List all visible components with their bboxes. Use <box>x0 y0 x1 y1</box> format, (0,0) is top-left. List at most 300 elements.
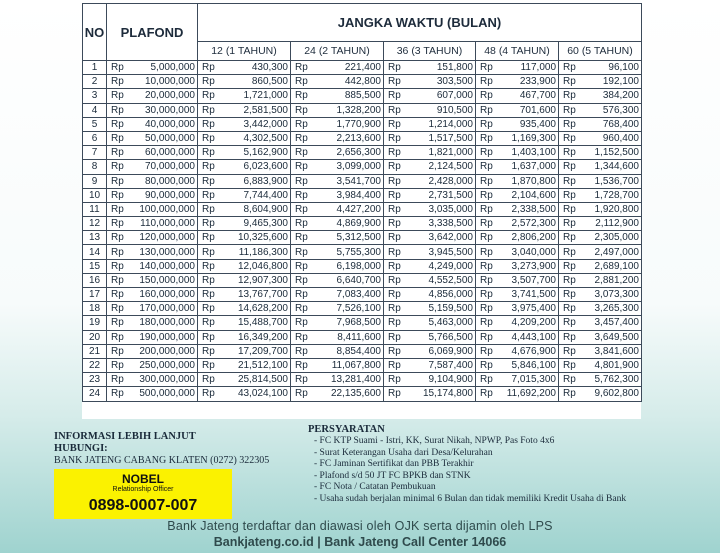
table-row <box>83 117 642 131</box>
currency-label: Rp <box>295 303 308 315</box>
amount-value: 910,500 <box>436 104 473 116</box>
currency-label: Rp <box>111 133 124 145</box>
currency-label: Rp <box>388 218 401 230</box>
installment-cell <box>476 146 559 160</box>
requirements-block <box>308 424 668 506</box>
row-number: 2 <box>83 75 107 89</box>
requirement-item: - Usaha sudah berjalan minimal 6 Bulan dan tidak memiliki Kredit Usaha di Bank <box>314 493 627 504</box>
installment-cell <box>476 358 559 372</box>
amount-value: 120,000,000 <box>139 232 195 244</box>
table-row <box>83 302 642 316</box>
plafond-cell <box>107 188 198 202</box>
currency-label: Rp <box>563 303 576 315</box>
currency-label: Rp <box>202 260 215 272</box>
row-number: 10 <box>83 188 107 202</box>
amount-value: 1,169,300 <box>511 133 556 145</box>
amount-value: 190,000,000 <box>139 331 195 343</box>
plafond-cell <box>107 160 198 174</box>
amount-value: 1,821,000 <box>428 147 473 159</box>
installment-cell <box>559 174 642 188</box>
currency-label: Rp <box>111 345 124 357</box>
amount-value: 13,767,700 <box>237 289 288 301</box>
amount-value: 3,984,400 <box>336 189 381 201</box>
installment-cell <box>291 316 384 330</box>
amount-value: 3,338,500 <box>428 218 473 230</box>
amount-value: 4,249,000 <box>428 260 473 272</box>
currency-label: Rp <box>295 90 308 102</box>
amount-value: 303,500 <box>436 76 473 88</box>
currency-label: Rp <box>388 274 401 286</box>
currency-label: Rp <box>295 232 308 244</box>
installment-cell <box>559 103 642 117</box>
amount-value: 15,488,700 <box>237 317 288 329</box>
installment-cell <box>476 103 559 117</box>
installment-cell <box>384 259 476 273</box>
installment-cell <box>198 259 291 273</box>
amount-value: 2,305,000 <box>594 232 639 244</box>
amount-value: 3,099,000 <box>336 161 381 173</box>
currency-label: Rp <box>480 388 493 400</box>
amount-value: 30,000,000 <box>144 104 195 116</box>
installment-cell <box>476 89 559 103</box>
amount-value: 3,507,700 <box>511 274 556 286</box>
currency-label: Rp <box>388 388 401 400</box>
amount-value: 3,649,500 <box>594 331 639 343</box>
currency-label: Rp <box>202 345 215 357</box>
row-number: 18 <box>83 302 107 316</box>
amount-value: 90,000,000 <box>144 189 195 201</box>
requirement-item: - Plafond s/d 50 JT FC BPKB dan STNK <box>314 470 471 481</box>
currency-label: Rp <box>563 232 576 244</box>
currency-label: Rp <box>295 289 308 301</box>
currency-label: Rp <box>111 360 124 372</box>
currency-label: Rp <box>388 203 401 215</box>
amount-value: 15,174,800 <box>422 388 473 400</box>
amount-value: 2,428,000 <box>428 175 473 187</box>
installment-cell <box>291 174 384 188</box>
currency-label: Rp <box>388 345 401 357</box>
amount-value: 5,762,300 <box>594 374 639 386</box>
installment-cell <box>384 174 476 188</box>
amount-value: 9,602,800 <box>594 388 639 400</box>
amount-value: 2,806,200 <box>511 232 556 244</box>
amount-value: 2,881,200 <box>594 274 639 286</box>
currency-label: Rp <box>480 303 493 315</box>
amount-value: 96,100 <box>608 62 639 74</box>
installment-cell <box>291 387 384 401</box>
row-number: 7 <box>83 146 107 160</box>
installment-cell <box>476 245 559 259</box>
currency-label: Rp <box>295 189 308 201</box>
table-row <box>83 273 642 287</box>
row-number: 3 <box>83 89 107 103</box>
amount-value: 3,541,700 <box>336 175 381 187</box>
plafond-cell <box>107 273 198 287</box>
installment-cell <box>384 146 476 160</box>
amount-value: 12,907,300 <box>237 274 288 286</box>
amount-value: 2,112,900 <box>595 218 639 230</box>
row-number: 15 <box>83 259 107 273</box>
currency-label: Rp <box>388 76 401 88</box>
amount-value: 4,443,100 <box>511 331 556 343</box>
row-number: 24 <box>83 387 107 401</box>
installment-cell <box>384 160 476 174</box>
table-row <box>83 160 642 174</box>
amount-value: 467,700 <box>519 90 556 102</box>
amount-value: 21,512,100 <box>237 360 288 372</box>
installment-cell <box>198 387 291 401</box>
amount-value: 5,000,000 <box>150 62 195 74</box>
amount-value: 6,883,900 <box>243 175 288 187</box>
currency-label: Rp <box>295 147 308 159</box>
amount-value: 233,900 <box>519 76 556 88</box>
currency-label: Rp <box>563 90 576 102</box>
currency-label: Rp <box>111 331 124 343</box>
installment-cell <box>559 146 642 160</box>
currency-label: Rp <box>388 331 401 343</box>
plafond-cell <box>107 358 198 372</box>
currency-label: Rp <box>388 161 401 173</box>
installment-cell <box>291 103 384 117</box>
currency-label: Rp <box>480 218 493 230</box>
currency-label: Rp <box>202 388 215 400</box>
amount-value: 1,344,600 <box>594 161 639 173</box>
currency-label: Rp <box>111 203 124 215</box>
installment-cell <box>476 202 559 216</box>
amount-value: 935,400 <box>519 118 556 130</box>
table-row <box>83 202 642 216</box>
installment-cell <box>559 131 642 145</box>
amount-value: 100,000,000 <box>139 203 195 215</box>
currency-label: Rp <box>480 274 493 286</box>
amount-value: 5,162,900 <box>243 147 288 159</box>
amount-value: 701,600 <box>519 104 556 116</box>
table-row <box>83 217 642 231</box>
currency-label: Rp <box>388 147 401 159</box>
currency-label: Rp <box>388 175 401 187</box>
requirement-item: - FC Nota / Catatan Pembukuan <box>314 482 436 493</box>
plafond-cell <box>107 174 198 188</box>
table-row <box>83 373 642 387</box>
currency-label: Rp <box>295 118 308 130</box>
amount-value: 170,000,000 <box>139 303 195 315</box>
installment-cell <box>198 288 291 302</box>
currency-label: Rp <box>563 62 576 74</box>
plafond-cell <box>107 231 198 245</box>
currency-label: Rp <box>202 118 215 130</box>
amount-value: 2,581,500 <box>243 104 288 116</box>
installment-cell <box>476 61 559 75</box>
plafond-cell <box>107 344 198 358</box>
currency-label: Rp <box>563 203 576 215</box>
installment-cell <box>384 358 476 372</box>
amount-value: 50,000,000 <box>144 133 195 145</box>
currency-label: Rp <box>202 289 215 301</box>
currency-label: Rp <box>111 104 124 116</box>
amount-value: 150,000,000 <box>139 274 195 286</box>
installment-cell <box>559 231 642 245</box>
installment-cell <box>384 61 476 75</box>
header-jangka-waktu: JANGKA WAKTU (BULAN) <box>198 4 642 42</box>
row-number: 4 <box>83 103 107 117</box>
installment-cell <box>559 273 642 287</box>
header-term-5: 60 (5 TAHUN) <box>559 42 642 61</box>
amount-value: 110,000,000 <box>140 218 195 230</box>
installment-cell <box>198 61 291 75</box>
amount-value: 3,073,300 <box>594 289 639 301</box>
installment-cell <box>476 344 559 358</box>
installment-cell <box>291 245 384 259</box>
currency-label: Rp <box>111 374 124 386</box>
installment-cell <box>384 245 476 259</box>
currency-label: Rp <box>111 388 124 400</box>
row-number: 9 <box>83 174 107 188</box>
currency-label: Rp <box>111 274 124 286</box>
installment-cell <box>384 89 476 103</box>
amount-value: 576,300 <box>602 104 639 116</box>
currency-label: Rp <box>111 303 124 315</box>
currency-label: Rp <box>202 274 215 286</box>
plafond-cell <box>107 103 198 117</box>
requirement-item: - FC KTP Suami - Istri, KK, Surat Nikah, NPWP, Pas Foto 4x6 <box>314 436 555 446</box>
installment-cell <box>476 288 559 302</box>
installment-cell <box>476 131 559 145</box>
installment-cell <box>198 330 291 344</box>
installment-cell <box>476 188 559 202</box>
amount-value: 192,100 <box>602 76 639 88</box>
row-number: 5 <box>83 117 107 131</box>
currency-label: Rp <box>111 218 124 230</box>
currency-label: Rp <box>563 388 576 400</box>
installment-cell <box>291 330 384 344</box>
amount-value: 7,083,400 <box>336 289 381 301</box>
installment-cell <box>559 316 642 330</box>
amount-value: 4,856,000 <box>428 289 473 301</box>
amount-value: 9,465,300 <box>243 218 288 230</box>
table-row <box>83 358 642 372</box>
row-number: 22 <box>83 358 107 372</box>
installment-cell <box>476 387 559 401</box>
currency-label: Rp <box>563 274 576 286</box>
amount-value: 160,000,000 <box>139 289 195 301</box>
table-row <box>83 330 642 344</box>
currency-label: Rp <box>202 303 215 315</box>
amount-value: 14,628,200 <box>237 303 288 315</box>
installment-cell <box>559 330 642 344</box>
currency-label: Rp <box>295 62 308 74</box>
installment-cell <box>384 231 476 245</box>
currency-label: Rp <box>111 161 124 173</box>
currency-label: Rp <box>295 331 308 343</box>
amount-value: 1,152,500 <box>594 147 639 159</box>
currency-label: Rp <box>388 260 401 272</box>
amount-value: 2,656,300 <box>336 147 381 159</box>
installment-cell <box>198 202 291 216</box>
plafond-cell <box>107 61 198 75</box>
currency-label: Rp <box>480 147 493 159</box>
plafond-cell <box>107 373 198 387</box>
installment-cell <box>559 387 642 401</box>
amount-value: 3,273,900 <box>511 260 556 272</box>
plafond-cell <box>107 387 198 401</box>
amount-value: 140,000,000 <box>139 260 195 272</box>
contact-role: Relationship Officer <box>112 486 174 493</box>
amount-value: 4,869,900 <box>336 218 381 230</box>
amount-value: 3,442,000 <box>243 118 288 130</box>
amount-value: 300,000,000 <box>139 374 195 386</box>
currency-label: Rp <box>388 289 401 301</box>
plafond-cell <box>107 316 198 330</box>
currency-label: Rp <box>202 189 215 201</box>
currency-label: Rp <box>295 345 308 357</box>
installment-cell <box>198 188 291 202</box>
amount-value: 43,024,100 <box>237 388 288 400</box>
plafond-cell <box>107 302 198 316</box>
amount-value: 8,604,900 <box>243 203 288 215</box>
header-no: NO <box>83 4 107 61</box>
installment-cell <box>198 302 291 316</box>
currency-label: Rp <box>111 62 124 74</box>
installment-cell <box>476 330 559 344</box>
currency-label: Rp <box>388 374 401 386</box>
row-number: 14 <box>83 245 107 259</box>
currency-label: Rp <box>111 260 124 272</box>
currency-label: Rp <box>202 203 215 215</box>
amount-value: 1,770,900 <box>336 118 381 130</box>
amount-value: 60,000,000 <box>144 147 195 159</box>
currency-label: Rp <box>111 118 124 130</box>
installment-cell <box>384 202 476 216</box>
currency-label: Rp <box>480 175 493 187</box>
row-number: 1 <box>83 61 107 75</box>
amount-value: 2,689,100 <box>594 260 639 272</box>
currency-label: Rp <box>388 133 401 145</box>
amount-value: 1,517,500 <box>428 133 473 145</box>
amount-value: 3,841,600 <box>594 345 639 357</box>
info-contact-label: HUBUNGI: <box>54 443 108 454</box>
currency-label: Rp <box>480 90 493 102</box>
installment-cell <box>198 160 291 174</box>
amount-value: 7,968,500 <box>336 317 381 329</box>
amount-value: 4,676,900 <box>511 345 556 357</box>
amount-value: 384,200 <box>602 90 639 102</box>
header-term-3: 36 (3 TAHUN) <box>384 42 476 61</box>
installment-cell <box>476 373 559 387</box>
table-row <box>83 61 642 75</box>
currency-label: Rp <box>563 246 576 258</box>
amount-value: 7,744,400 <box>243 189 288 201</box>
header-term-1: 12 (1 TAHUN) <box>198 42 291 61</box>
currency-label: Rp <box>202 331 215 343</box>
installment-cell <box>476 75 559 89</box>
installment-cell <box>559 188 642 202</box>
currency-label: Rp <box>388 232 401 244</box>
installment-cell <box>291 231 384 245</box>
installment-cell <box>198 316 291 330</box>
currency-label: Rp <box>295 317 308 329</box>
amount-value: 2,124,500 <box>428 161 473 173</box>
installment-cell <box>291 89 384 103</box>
currency-label: Rp <box>480 360 493 372</box>
plafond-cell <box>107 202 198 216</box>
installment-cell <box>559 117 642 131</box>
amount-value: 1,214,000 <box>428 118 473 130</box>
installment-cell <box>198 131 291 145</box>
currency-label: Rp <box>480 232 493 244</box>
installment-cell <box>559 245 642 259</box>
installment-cell <box>384 330 476 344</box>
plafond-cell <box>107 89 198 103</box>
amount-value: 3,741,500 <box>511 289 556 301</box>
amount-value: 7,587,400 <box>428 360 473 372</box>
installment-cell <box>384 373 476 387</box>
amount-value: 3,040,000 <box>511 246 556 258</box>
currency-label: Rp <box>295 246 308 258</box>
amount-value: 5,846,100 <box>511 360 556 372</box>
amount-value: 8,854,400 <box>336 345 381 357</box>
table-row <box>83 231 642 245</box>
installment-cell <box>559 373 642 387</box>
currency-label: Rp <box>563 175 576 187</box>
footer-ojk-text: Bank Jateng terdaftar dan diawasi oleh OJK serta dijamin oleh LPS <box>167 519 553 533</box>
installment-cell <box>198 344 291 358</box>
installment-cell <box>291 75 384 89</box>
row-number: 6 <box>83 131 107 145</box>
table-row <box>83 344 642 358</box>
installment-cell <box>198 231 291 245</box>
currency-label: Rp <box>480 345 493 357</box>
currency-label: Rp <box>480 76 493 88</box>
currency-label: Rp <box>295 161 308 173</box>
installment-cell <box>291 344 384 358</box>
currency-label: Rp <box>295 388 308 400</box>
table-row <box>83 89 642 103</box>
installment-cell <box>198 146 291 160</box>
amount-value: 607,000 <box>436 90 473 102</box>
amount-value: 1,728,700 <box>594 189 639 201</box>
amount-value: 1,920,800 <box>594 203 639 215</box>
currency-label: Rp <box>388 246 401 258</box>
installment-cell <box>559 358 642 372</box>
installment-cell <box>384 188 476 202</box>
currency-label: Rp <box>202 133 215 145</box>
installment-cell <box>384 302 476 316</box>
currency-label: Rp <box>480 289 493 301</box>
amount-value: 2,497,000 <box>594 246 639 258</box>
amount-value: 6,198,000 <box>336 260 381 272</box>
amount-value: 151,800 <box>436 62 473 74</box>
currency-label: Rp <box>111 76 124 88</box>
currency-label: Rp <box>295 76 308 88</box>
currency-label: Rp <box>563 289 576 301</box>
amount-value: 25,814,500 <box>237 374 288 386</box>
amount-value: 4,427,200 <box>336 203 381 215</box>
installment-cell <box>198 103 291 117</box>
currency-label: Rp <box>111 189 124 201</box>
amount-value: 11,186,300 <box>238 246 288 258</box>
plafond-cell <box>107 245 198 259</box>
plafond-cell <box>107 131 198 145</box>
currency-label: Rp <box>202 161 215 173</box>
currency-label: Rp <box>388 104 401 116</box>
installment-cell <box>384 217 476 231</box>
amount-value: 3,035,000 <box>428 203 473 215</box>
installment-cell <box>476 174 559 188</box>
amount-value: 5,312,500 <box>336 232 381 244</box>
amount-value: 442,800 <box>344 76 381 88</box>
currency-label: Rp <box>563 133 576 145</box>
amount-value: 9,104,900 <box>428 374 473 386</box>
